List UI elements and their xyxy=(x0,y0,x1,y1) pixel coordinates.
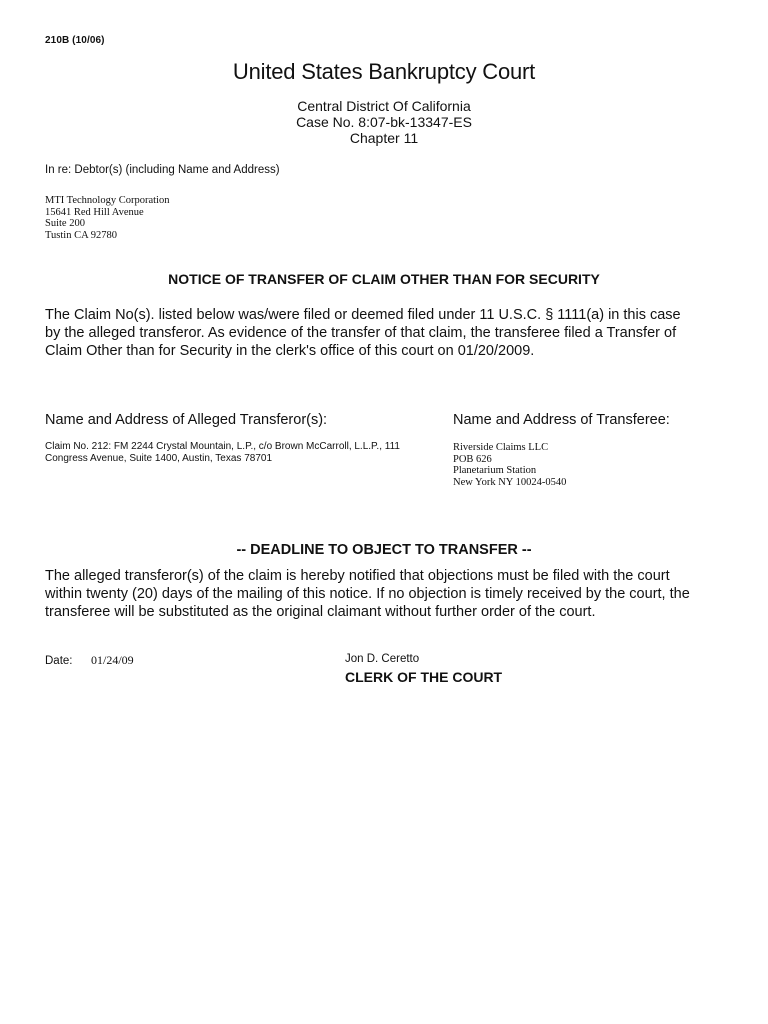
court-header-block xyxy=(0,98,768,146)
deadline-body xyxy=(45,567,735,621)
notice-line: The Claim No(s). listed below was/were filed or deemed filed under 11 U.S.C. § 1111(a) in this case xyxy=(45,307,681,323)
debtor-address xyxy=(45,195,169,241)
notice-line: by the alleged transferor. As evidence of the transfer of that claim, the transferee filed a Transfer of xyxy=(45,325,677,341)
date-value: 01/24/09 xyxy=(91,653,134,667)
transferor-details xyxy=(45,441,420,465)
case-number: Case No. 8:07-bk-13347-ES xyxy=(296,114,472,130)
in-re-label: In re: Debtor(s) (including Name and Address) xyxy=(45,164,280,176)
deadline-heading: -- DEADLINE TO OBJECT TO TRANSFER -- xyxy=(236,542,532,558)
notice-line: Claim Other than for Security in the clerk's office of this court on 01/20/2009. xyxy=(45,343,535,359)
court-title: United States Bankruptcy Court xyxy=(232,59,536,84)
debtor-line: MTI Technology Corporation xyxy=(45,195,170,206)
deadline-line: transferee will be substituted as the original claimant without further order of the court. xyxy=(45,604,596,620)
transferee-line: POB 626 xyxy=(453,453,492,465)
deadline-line: within twenty (20) days of the mailing of this notice. If no objection is timely received by the court, the xyxy=(45,586,690,602)
date-label: Date: xyxy=(45,655,73,667)
clerk-name: Jon D. Ceretto xyxy=(345,653,420,665)
transferor-line: Congress Avenue, Suite 1400, Austin, Texas 78701 xyxy=(45,453,273,464)
chapter: Chapter 11 xyxy=(349,130,419,146)
transferor-heading: Name and Address of Alleged Transferor(s): xyxy=(45,412,328,428)
notice-heading: NOTICE OF TRANSFER OF CLAIM OTHER THAN FOR SECURITY xyxy=(168,271,600,287)
court-district: Central District Of California xyxy=(297,98,471,114)
debtor-line: 15641 Red Hill Avenue xyxy=(45,206,144,218)
transferor-line: Claim No. 212: FM 2244 Crystal Mountain, L.P., c/o Brown McCarroll, L.L.P., 111 xyxy=(45,441,400,452)
clerk-title: CLERK OF THE COURT xyxy=(345,669,503,685)
notice-body xyxy=(45,306,735,360)
form-code: 210B (10/06) xyxy=(45,35,105,46)
transferee-line: Riverside Claims LLC xyxy=(453,442,549,453)
transferee-line: New York NY 10024-0540 xyxy=(453,476,567,488)
transferee-address xyxy=(453,442,566,488)
debtor-line: Suite 200 xyxy=(45,218,85,229)
deadline-line: The alleged transferor(s) of the claim is hereby notified that objections must be filed with the court xyxy=(45,568,670,584)
debtor-line: Tustin CA 92780 xyxy=(45,229,117,241)
transferee-heading: Name and Address of Transferee: xyxy=(453,412,670,428)
transferee-line: Planetarium Station xyxy=(453,465,537,476)
